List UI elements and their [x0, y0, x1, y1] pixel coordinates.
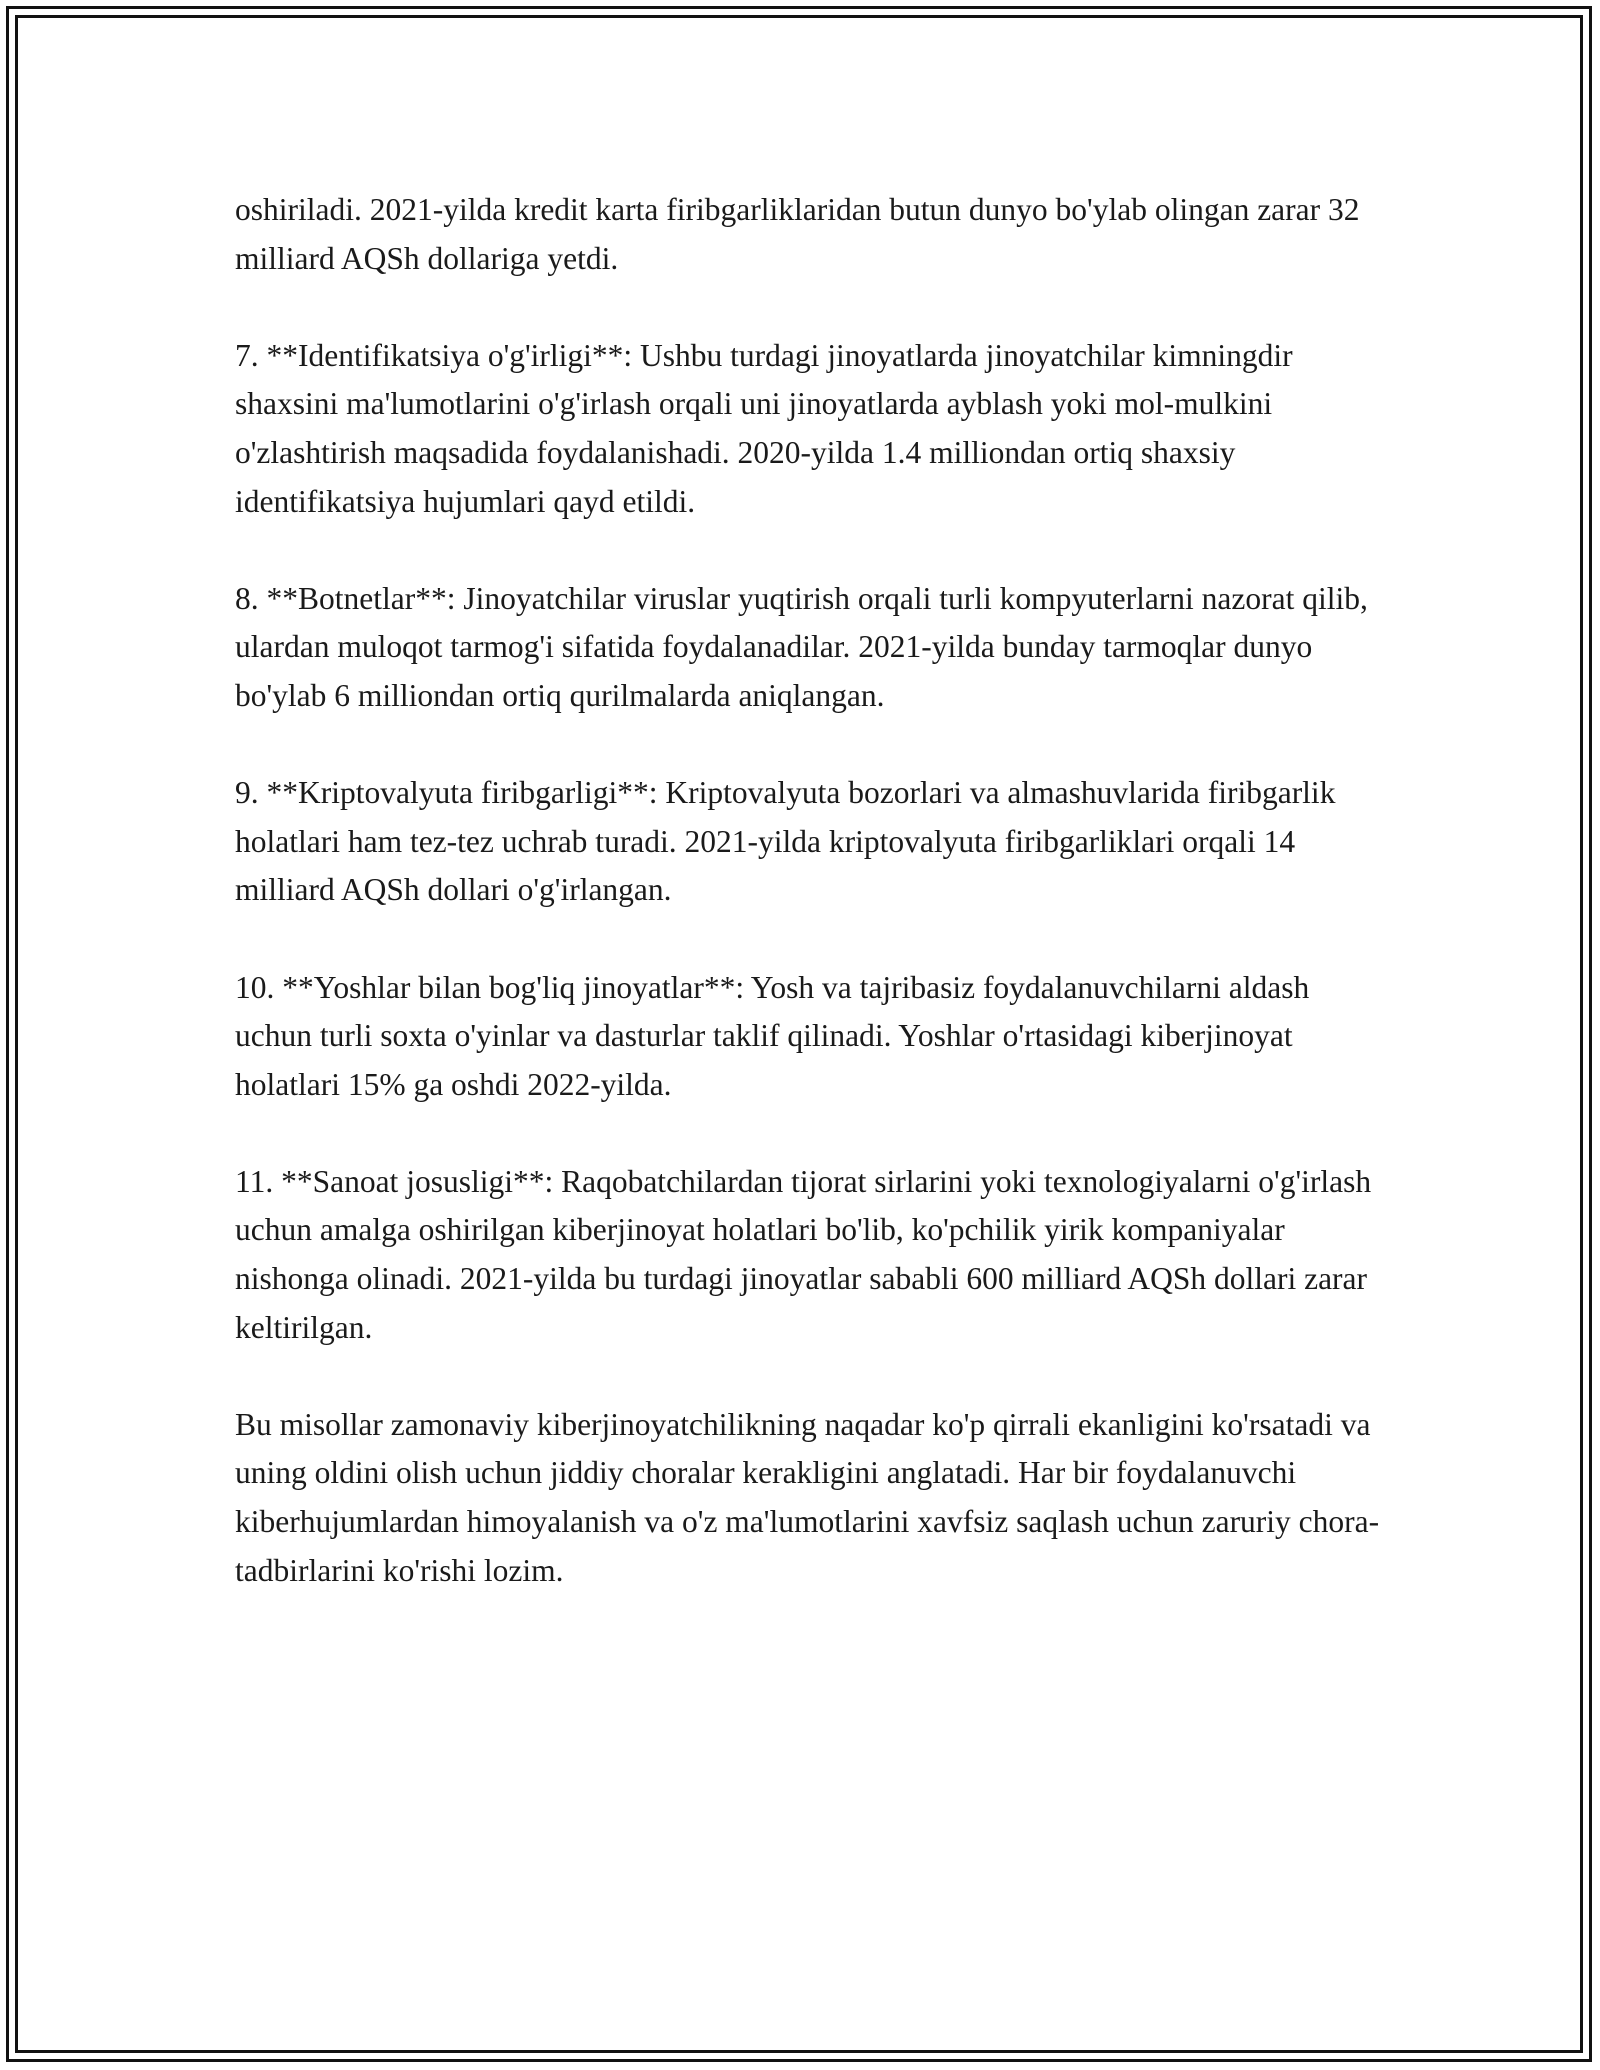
paragraph-item-9: 9. **Kriptovalyuta firibgarligi**: Kriptovalyuta bozorlari va almashuvlarida firibgarlik holatlari ham tez-tez uchrab turadi. 2021-yilda kriptovalyuta firibgarliklari orqali 14 milliard AQSh dollari o'g'irlangan. — [235, 775, 1336, 908]
paragraph-item-10: 10. **Yoshlar bilan bog'liq jinoyatlar**: Yosh va tajribasiz foydalanuvchilarni aldash uchun turli soxta o'yinlar va dasturlar taklif qilinadi. Yoshlar o'rtasidagi kiberjinoyat holatlari 15% ga oshdi 2022-yilda. — [235, 969, 1310, 1102]
paragraph-item-11: 11. **Sanoat josusligi**: Raqobatchilardan tijorat sirlarini yoki texnologiyalarni o'g'irlash uchun amalga oshirilgan kiberjinoyat holatlari bo'lib, ko'pchilik yirik kompaniyalar nishonga olinadi. 2021-yilda bu turdagi jinoyatlar sababli 600 milliard AQSh dollari zarar keltirilgan. — [235, 1163, 1372, 1345]
paragraph-intro-continuation: oshiriladi. 2021-yilda kredit karta firibgarliklaridan butun dunyo bo'ylab olingan zarar 32 milliard AQSh dollariga yetdi. — [235, 192, 1360, 276]
paragraph-item-8: 8. **Botnetlar**: Jinoyatchilar viruslar yuqtirish orqali turli kompyuterlarni nazorat qilib, ulardan muloqot tarmog'i sifatida foydalanadilar. 2021-yilda bunday tarmoqlar dunyo bo'ylab 6 milliondan ortiq qurilmalarda aniqlangan. — [235, 580, 1368, 713]
paragraph-item-7: 7. **Identifikatsiya o'g'irligi**: Ushbu turdagi jinoyatlarda jinoyatchilar kimningdir shaxsini ma'lumotlarini o'g'irlash orqali uni jinoyatlarda ayblash yoki mol-mulkini o'zlashtirish maqsadida foydalanishadi. 2020-yilda 1.4 milliondan ortiq shaxsiy identifikatsiya hujumlari qayd etildi. — [235, 337, 1293, 519]
document-body — [235, 186, 1385, 1644]
paragraph-conclusion: Bu misollar zamonaviy kiberjinoyatchilikning naqadar ko'p qirrali ekanligini ko'rsatadi va uning oldini olish uchun jiddiy choralar kerakligini anglatadi. Har bir foydalanuvchi kiberhujumlardan himoyalanish va o'z ma'lumotlarini xavfsiz saqlash uchun zaruriy chora-tadbirlarini ko'rishi lozim. — [235, 1406, 1380, 1588]
